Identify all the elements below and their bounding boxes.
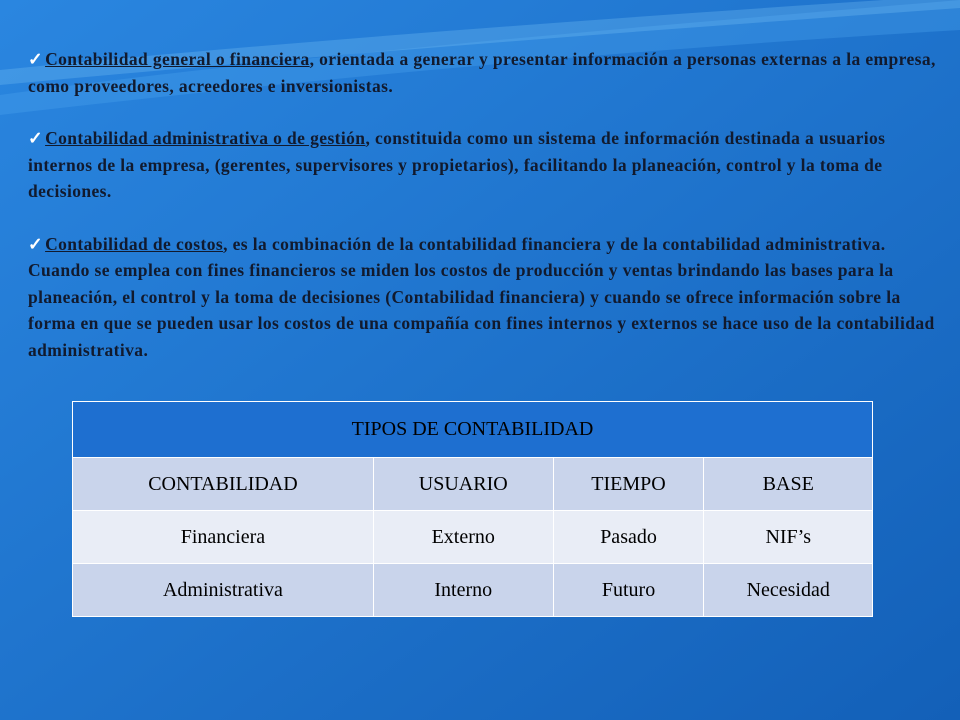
header-cell: TIEMPO bbox=[553, 458, 704, 511]
bullet-costos bbox=[28, 231, 944, 364]
table-title: TIPOS DE CONTABILIDAD bbox=[73, 402, 873, 458]
table-cell: Externo bbox=[373, 511, 553, 564]
desc-costos: , es la combinación de la contabilidad financiera y de la contabilidad administrativa. Cuando se emplea con fines financieros se miden los costos de producción y ventas brindando las bases para la planeación, el control y la toma de decisiones (Contabilidad financiera) y cuando se ofrece información sobre la forma en que se pueden usar los costos de una compañía con fines internos y externos se hace uso de la contabilidad administrativa. bbox=[28, 233, 935, 360]
table-cell: Futuro bbox=[553, 564, 704, 617]
checkmark-icon: ✓ bbox=[28, 49, 44, 69]
header-cell: USUARIO bbox=[373, 458, 553, 511]
term-administrativa: Contabilidad administrativa o de gestión bbox=[45, 128, 366, 148]
table-cell: Interno bbox=[373, 564, 553, 617]
checkmark-icon: ✓ bbox=[28, 233, 44, 254]
table-row bbox=[73, 511, 873, 564]
bullet-administrativa bbox=[28, 125, 944, 205]
checkmark-icon: ✓ bbox=[28, 128, 44, 148]
header-cell: BASE bbox=[704, 458, 873, 511]
tipos-contabilidad-table bbox=[72, 401, 873, 617]
table-title-row bbox=[73, 402, 873, 458]
term-financiera: Contabilidad general o financiera bbox=[45, 49, 310, 69]
text-content bbox=[28, 46, 944, 389]
table-cell: Pasado bbox=[553, 511, 704, 564]
table-header-row bbox=[73, 458, 873, 511]
desc-financiera: , orientada a generar y presentar información a personas externas a la empresa, como proveedores, acreedores e inversionistas. bbox=[28, 49, 936, 96]
table-cell: Administrativa bbox=[73, 564, 374, 617]
table-cell: Necesidad bbox=[704, 564, 873, 617]
term-costos: Contabilidad de costos bbox=[45, 233, 224, 254]
desc-administrativa: , constituida como un sistema de información destinada a usuarios internos de la empresa, (gerentes, supervisores y propietarios), facilitando la planeación, control y la toma de decisiones. bbox=[28, 128, 886, 201]
table-cell: Financiera bbox=[73, 511, 374, 564]
table-row bbox=[73, 564, 873, 617]
table-cell: NIF’s bbox=[704, 511, 873, 564]
bullet-financiera bbox=[28, 46, 944, 99]
header-cell: CONTABILIDAD bbox=[73, 458, 374, 511]
